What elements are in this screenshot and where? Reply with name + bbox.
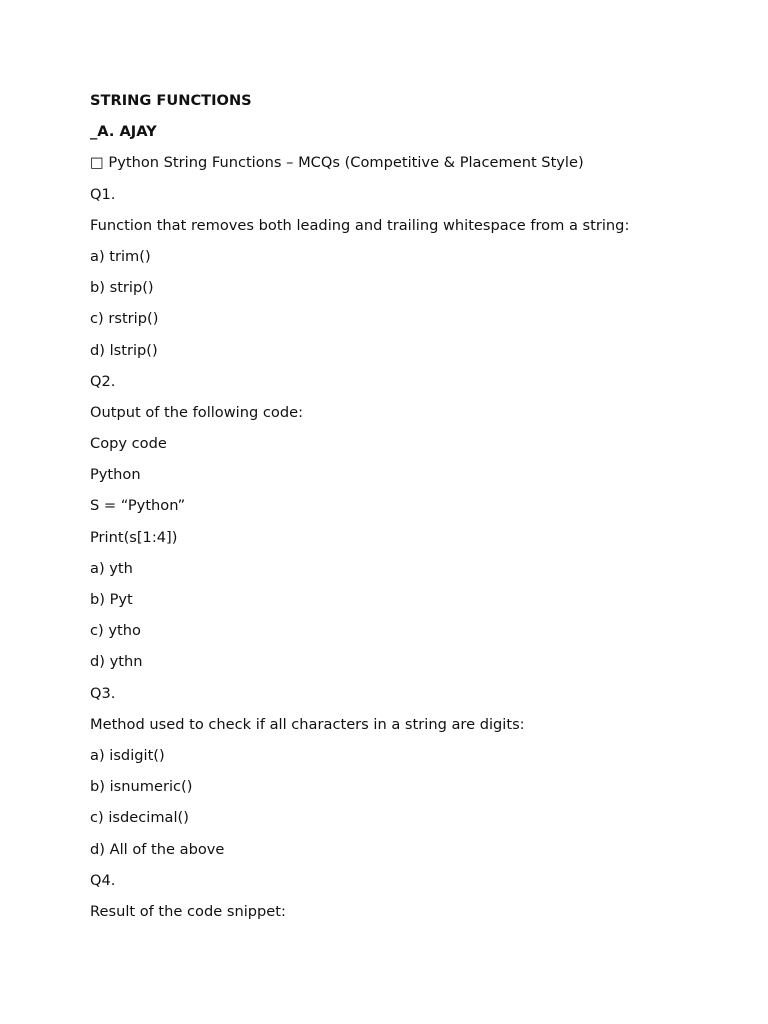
question-text: Function that removes both leading and trailing whitespace from a string:	[90, 216, 630, 234]
code-line: Print(s[1:4])	[90, 528, 178, 546]
answer-option: a) isdigit()	[90, 746, 165, 764]
code-line: S = “Python”	[90, 497, 186, 515]
question-text: Output of the following code:	[90, 403, 303, 421]
question-text: Result of the code snippet:	[90, 902, 286, 920]
author-name: _A. AJAY	[90, 123, 157, 141]
question-number: Q2.	[90, 372, 116, 390]
answer-option: a) trim()	[90, 247, 151, 265]
answer-option: b) isnumeric()	[90, 778, 193, 796]
answer-option: c) rstrip()	[90, 310, 159, 328]
question-number: Q4.	[90, 871, 116, 889]
answer-option: b) strip()	[90, 279, 154, 297]
answer-option: d) lstrip()	[90, 341, 158, 359]
document-page	[90, 92, 710, 934]
answer-option: c) isdecimal()	[90, 809, 189, 827]
document-subtitle: □ Python String Functions – MCQs (Competitive & Placement Style)	[90, 154, 584, 172]
answer-option: a) yth	[90, 559, 133, 577]
answer-option: d) All of the above	[90, 840, 225, 858]
question-text: Method used to check if all characters in a string are digits:	[90, 715, 525, 733]
question-number: Q3.	[90, 684, 116, 702]
code-label: Copy code	[90, 435, 167, 453]
answer-option: d) ythn	[90, 653, 143, 671]
document-title: STRING FUNCTIONS	[90, 92, 252, 109]
code-language: Python	[90, 466, 141, 484]
answer-option: c) ytho	[90, 622, 141, 640]
question-number: Q1.	[90, 185, 116, 203]
answer-option: b) Pyt	[90, 591, 133, 608]
